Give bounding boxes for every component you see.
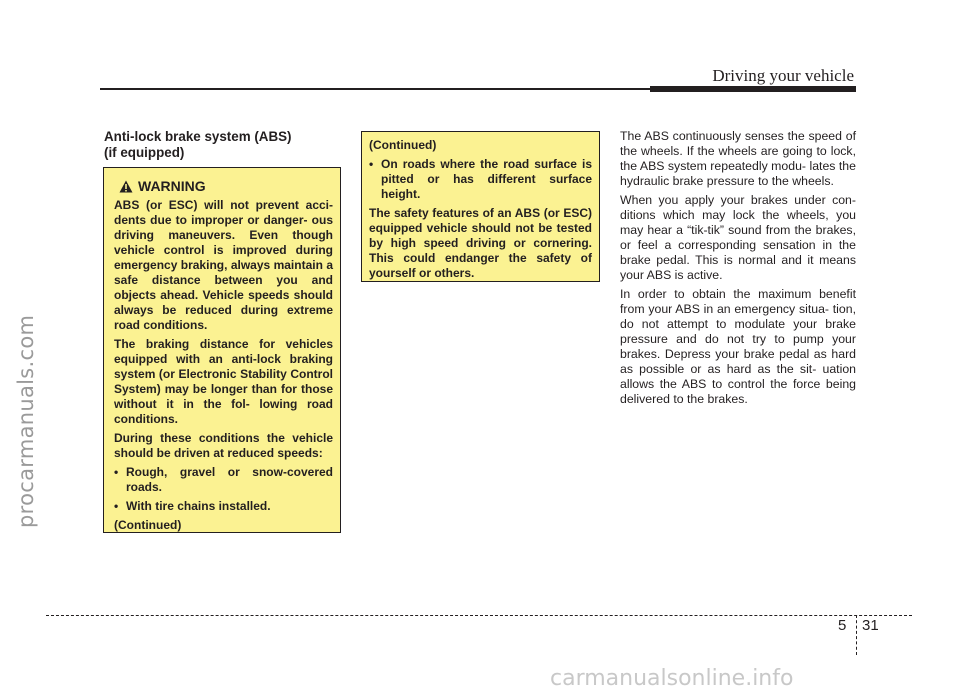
section-heading-line-1: Anti-lock brake system (ABS) <box>104 129 292 144</box>
warning-paragraph-2: The braking distance for vehicles equipped with an anti-lock braking system (or Electronic Stability Control System) may be longer than for those without it in the fol- lowing road conditions. <box>114 337 333 426</box>
footer-divider <box>856 615 857 655</box>
bullet-dot-icon: • <box>114 465 119 479</box>
warning-title <box>119 178 333 194</box>
warning-title-text: WARNING <box>138 178 206 194</box>
warning-triangle-icon <box>119 180 133 193</box>
abs-paragraph-3: In order to obtain the maximum benefit from your ABS in an emergency situa- tion, do not attempt to modulate your brake pressure and do not try to pump your brakes. Depress your brake pedal as hard as possible or as hard as the sit- uation allows the ABS to control the force being delivered to the brakes. <box>620 287 856 406</box>
chapter-title: Driving your vehicle <box>712 66 854 85</box>
abs-paragraph-2: When you apply your brakes under con- ditions which may lock the wheels, you may hear a “tik-tik” sound from the brakes, or feel a corresponding sensation in the brake pedal. This is normal and it means your ABS is active. <box>620 193 856 282</box>
continued-box <box>361 131 600 282</box>
side-watermark: procarmanuals.com <box>14 314 38 528</box>
site-watermark: carmanualsonline.info <box>550 666 794 691</box>
footer-rule <box>46 615 912 616</box>
warning-bullet-2: • With tire chains installed. <box>114 499 271 513</box>
warning-continued: (Continued) <box>114 518 182 532</box>
continued-bullet: • On roads where the road surface is pitted or has different surface height. <box>369 157 592 201</box>
page-number: 31 <box>862 617 879 634</box>
abs-paragraph-1: The ABS continuously senses the speed of the wheels. If the wheels are going to lock, the ABS system repeatedly modu- lates the hydraulic brake pressure to the wheels. <box>620 129 856 188</box>
bullet-dot-icon: • <box>114 499 119 513</box>
bullet-dot-icon: • <box>369 157 374 171</box>
header-rule <box>100 88 650 90</box>
abs-description-column <box>620 129 856 411</box>
section-heading <box>104 129 344 161</box>
warning-box <box>103 167 341 533</box>
warning-bullet-1: • Rough, gravel or snow-covered roads. <box>114 465 333 494</box>
continued-paragraph: The safety features of an ABS (or ESC) equipped vehicle should not be tested by high speed driving or cornering. This could endanger the safety of yourself or others. <box>369 206 592 280</box>
warning-paragraph-3: During these conditions the vehicle should be driven at reduced speeds: <box>114 431 333 460</box>
header-bar <box>650 86 856 92</box>
chapter-number: 5 <box>838 617 847 634</box>
section-heading-line-2: (if equipped) <box>104 145 185 160</box>
continued-heading: (Continued) <box>369 138 437 152</box>
warning-paragraph-1: ABS (or ESC) will not prevent acci- dents due to improper or danger- ous driving maneuvers. Even though vehicle control is improved during emergency braking, always maintain a safe distance between you and objects ahead. Vehicle speeds should always be reduced during extreme road conditions. <box>114 198 333 332</box>
